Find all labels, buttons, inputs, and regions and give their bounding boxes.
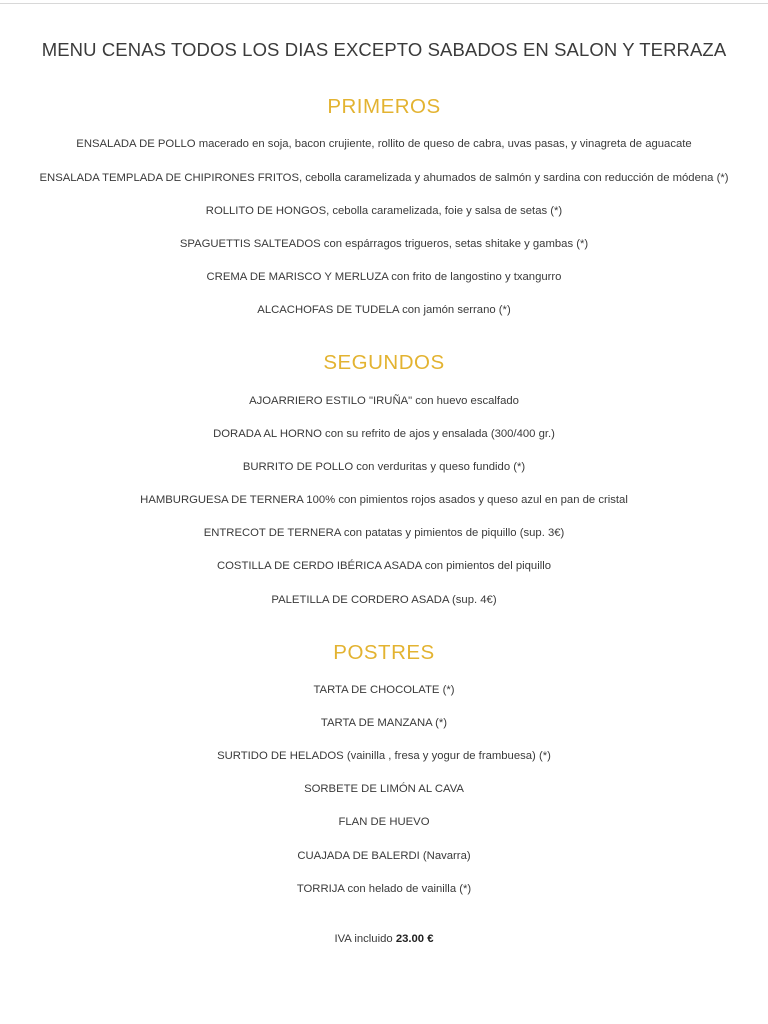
dish-item: ALCACHOFAS DE TUDELA con jamón serrano (*) bbox=[257, 304, 511, 316]
menu-title: MENU CENAS TODOS LOS DIAS EXCEPTO SABADOS EN SALON Y TERRAZA bbox=[41, 39, 727, 60]
dish-item: DORADA AL HORNO con su refrito de ajos y ensalada (300/400 gr.) bbox=[213, 428, 555, 440]
price-label: IVA incluido bbox=[334, 933, 393, 945]
dish-item: HAMBURGUESA DE TERNERA 100% con pimientos rojos asados y queso azul en pan de cristal bbox=[140, 494, 628, 506]
dish-item: BURRITO DE POLLO con verduritas y queso fundido (*) bbox=[242, 461, 526, 473]
dish-item: ROLLITO DE HONGOS, cebolla caramelizada, foie y salsa de setas (*) bbox=[205, 205, 563, 217]
price-value: 23.00 € bbox=[395, 933, 434, 945]
dish-item: PALETILLA DE CORDERO ASADA (sup. 4€) bbox=[271, 594, 497, 606]
dish-item: SORBETE DE LIMÓN AL CAVA bbox=[304, 783, 464, 795]
dish-item: TORRIJA con helado de vainilla (*) bbox=[296, 883, 472, 895]
dish-item: TARTA DE CHOCOLATE (*) bbox=[313, 684, 455, 696]
dish-item: SPAGUETTIS SALTEADOS con espárragos trigueros, setas shitake y gambas (*) bbox=[179, 238, 589, 250]
dish-item: TARTA DE MANZANA (*) bbox=[320, 717, 448, 729]
section-heading-segundos: SEGUNDOS bbox=[323, 351, 445, 374]
price-line bbox=[0, 933, 768, 945]
dish-item: SURTIDO DE HELADOS (vainilla , fresa y yogur de frambuesa) (*) bbox=[217, 750, 551, 762]
dish-item: FLAN DE HUEVO bbox=[338, 816, 430, 828]
dish-item: CREMA DE MARISCO Y MERLUZA con frito de langostino y txangurro bbox=[206, 271, 562, 283]
dish-item: ENSALADA DE POLLO macerado en soja, bacon crujiente, rollito de queso de cabra, uvas pasas, y vinagreta de aguacate bbox=[76, 138, 692, 150]
dish-item: COSTILLA DE CERDO IBÉRICA ASADA con pimientos del piquillo bbox=[216, 560, 552, 572]
dish-item: AJOARRIERO ESTILO "IRUÑA" con huevo escalfado bbox=[249, 395, 519, 407]
dish-item: CUAJADA DE BALERDI (Navarra) bbox=[297, 850, 471, 862]
top-divider bbox=[0, 3, 768, 4]
section-heading-primeros: PRIMEROS bbox=[327, 95, 441, 118]
dish-item: ENTRECOT DE TERNERA con patatas y pimientos de piquillo (sup. 3€) bbox=[203, 527, 565, 539]
section-heading-postres: POSTRES bbox=[333, 641, 435, 664]
dish-item: ENSALADA TEMPLADA DE CHIPIRONES FRITOS, cebolla caramelizada y ahumados de salmón y sardina con reducción de módena (*) bbox=[39, 172, 729, 184]
